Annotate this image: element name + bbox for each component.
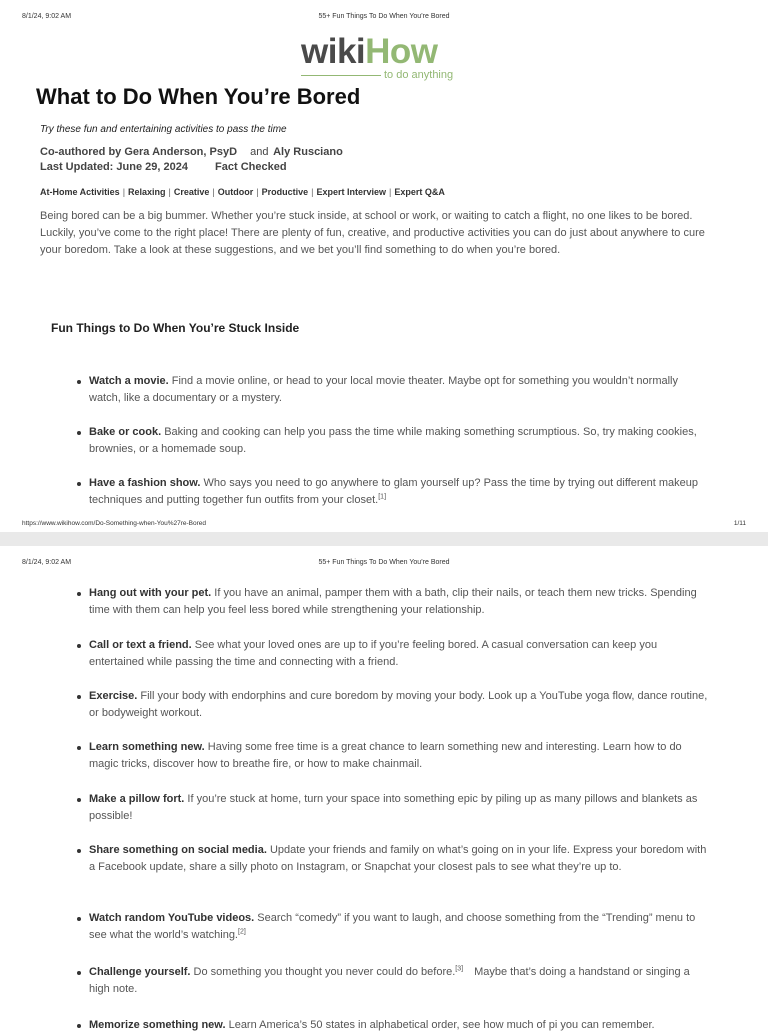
logo-wiki: wiki — [301, 32, 366, 71]
nav-separator: | — [311, 187, 314, 197]
list-item-lead: Have a fashion show. — [89, 477, 201, 489]
list-item-text: Fill your body with endorphins and cure boredom by moving your body. Look up a YouTube yoga flow, dance routine, or bodyweight workout. — [89, 690, 708, 719]
list-item-text: If you have an animal, pamper them with a bath, clip their nails, or teach them new tricks. Spending time with them can help you feel less bored while strengthening your relationship. — [89, 587, 697, 616]
fact-checked-badge[interactable]: Fact Checked — [215, 161, 287, 173]
list-item — [89, 910, 709, 944]
nav-separator: | — [212, 187, 215, 197]
citation-link[interactable]: [2] — [238, 928, 246, 936]
list-item-text-continued: Maybe that’s doing a handstand or singing a high note. — [89, 966, 690, 995]
citation-link[interactable]: [3] — [455, 965, 464, 973]
page-break — [0, 532, 768, 546]
list-item-text: Having some free time is a great chance to learn something new and interesting. Learn how to do magic tricks, discover how to breathe fire, or how to make chainmail. — [89, 741, 682, 770]
byline — [40, 145, 343, 159]
wikihow-logo[interactable] — [0, 32, 768, 82]
print-page-2 — [0, 546, 768, 1031]
list-item-lead: Share something on social media. — [89, 844, 267, 856]
list-item-lead: Bake or cook. — [89, 426, 162, 438]
logo-how: How — [365, 32, 438, 71]
print-page-title: 55+ Fun Things To Do When You’re Bored — [318, 13, 450, 20]
section-title: Fun Things to Do When You’re Stuck Inside — [51, 321, 300, 335]
list-item — [89, 688, 709, 722]
last-updated-row — [40, 160, 287, 174]
list-item-lead: Challenge yourself. — [89, 966, 191, 978]
list-item — [89, 1017, 709, 1034]
logo-tagline: to do anything — [384, 69, 454, 81]
article-intro: Being bored can be a big bummer. Whether you’re stuck inside, at school or work, or waiting to catch a flight, no one likes to be bored. Luckily, you’ve come to the right place! There are plenty of fun, creative, and productive activities you can do just about anywhere to cure your boredom. Take a look at these suggestions, and we bet you’ll find something to do when you’re bored. — [40, 210, 705, 256]
print-url: https://www.wikihow.com/Do-Something-when-You%27re-Bored — [22, 520, 207, 527]
list-item-text: See what your loved ones are up to if you’re feeling bored. A casual conversation can keep you entertained while passing the time and connecting with a friend. — [89, 639, 658, 668]
article-title: What to Do When You’re Bored — [36, 84, 361, 109]
nav-separator: | — [389, 187, 392, 197]
nav-link[interactable]: Expert Q&A — [394, 187, 445, 197]
author-link-2[interactable]: Aly Rusciano — [273, 146, 343, 158]
list-item — [89, 637, 709, 671]
nav-link[interactable]: At-Home Activities — [40, 187, 120, 197]
list-item-lead: Hang out with your pet. — [89, 587, 212, 599]
list-item — [89, 475, 709, 509]
nav-link[interactable]: Creative — [173, 187, 210, 197]
list-item — [89, 964, 709, 998]
nav-link[interactable]: Productive — [261, 187, 309, 197]
print-page-title-2: 55+ Fun Things To Do When You’re Bored — [318, 559, 450, 566]
list-item — [89, 791, 709, 825]
article-section-nav — [40, 186, 445, 198]
list-item-text: Find a movie online, or head to your local movie theater. Maybe opt for something you wouldn’t normally watch, like a documentary or a mystery. — [89, 375, 679, 404]
nav-link[interactable]: Outdoor — [217, 187, 254, 197]
list-item-lead: Watch random YouTube videos. — [89, 912, 255, 924]
print-header — [0, 13, 768, 23]
logo-wordmark — [301, 32, 438, 72]
coauthored-prefix: Co-authored by — [40, 146, 122, 158]
citation-link[interactable]: [1] — [378, 493, 387, 501]
author-link-1[interactable]: Gera Anderson, PsyD — [124, 146, 238, 158]
print-header-2 — [0, 559, 768, 569]
list-item-text: Baking and cooking can help you pass the time while making something scrumptious. So, try making cookies, brownies, or a homemade soup. — [89, 426, 697, 455]
list-item-lead: Memorize something new. — [89, 1019, 226, 1031]
logo-tagline-rule — [301, 75, 381, 76]
list-item-lead: Exercise. — [89, 690, 138, 702]
list-item-text: Do something you thought you never could do before. — [193, 966, 456, 978]
list-item-lead: Learn something new. — [89, 741, 205, 753]
last-updated: Last Updated: June 29, 2024 — [40, 161, 188, 173]
nav-separator: | — [122, 187, 126, 197]
list-item-text: If you’re stuck at home, turn your space into something epic by piling up as many pillows and blankets as possible! — [89, 793, 698, 822]
list-item-lead: Make a pillow fort. — [89, 793, 185, 805]
list-item-lead: Call or text a friend. — [89, 639, 192, 651]
nav-link[interactable]: Expert Interview — [316, 187, 386, 197]
print-page-number: 1/11 — [733, 520, 746, 527]
print-footer — [0, 520, 768, 530]
list-item — [89, 739, 709, 773]
byline-and: and — [250, 146, 269, 158]
list-item — [89, 373, 709, 407]
list-item-lead: Watch a movie. — [89, 375, 169, 387]
print-date-2: 8/1/24, 9:02 AM — [22, 559, 72, 566]
list-item-text: Who says you need to go anywhere to glam yourself up? Pass the time by trying out different makeup techniques and putting together fun outfits from your closet. — [89, 477, 698, 506]
nav-separator: | — [168, 187, 171, 197]
list-item-text: Learn America’s 50 states in alphabetical order, see how much of pi you can remember. — [228, 1019, 655, 1031]
list-item — [89, 842, 709, 876]
nav-separator: | — [256, 187, 259, 197]
nav-link[interactable]: Relaxing — [128, 187, 166, 197]
list-item-text: Search “comedy” if you want to laugh, and choose something from the “Trending” menu to see what the world’s watching. — [89, 912, 696, 941]
print-date: 8/1/24, 9:02 AM — [22, 13, 72, 20]
list-item — [89, 424, 709, 458]
list-item-text: Update your friends and family on what’s going on in your life. Express your boredom with a Facebook update, share a silly photo on Instagram, or Snapchat your closest pals to see what they’re up to. — [89, 844, 707, 873]
list-item — [89, 585, 709, 619]
article-subtitle: Try these fun and entertaining activities to pass the time — [40, 124, 287, 135]
